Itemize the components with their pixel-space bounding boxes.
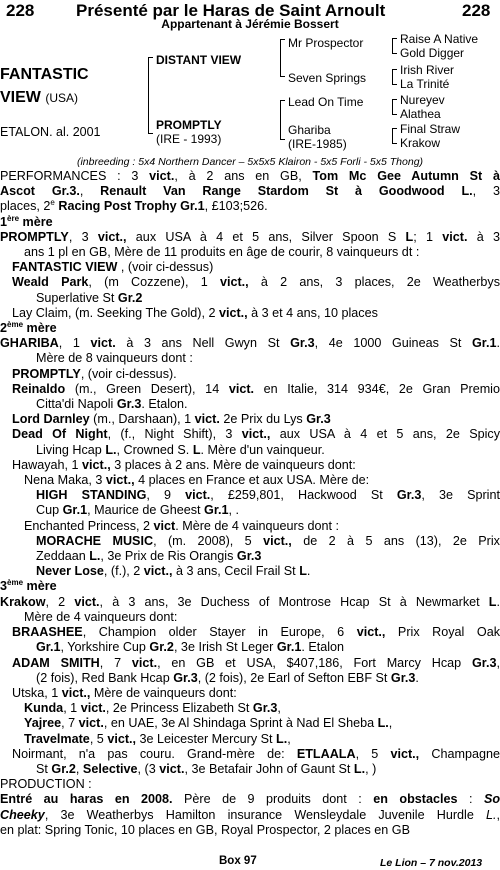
performances-line-1: PERFORMANCES : 3 vict., à 2 ans en GB, Tom Mc Gee Autumn St à <box>0 169 500 183</box>
grandam-2-origin: (IRE-1985) <box>288 137 347 151</box>
grandsire-2: Seven Springs <box>288 71 367 85</box>
ggp-3: Irish River <box>400 63 455 77</box>
grandsire-1: Mr Prospector <box>288 36 364 50</box>
grandam-2: Ghariba <box>288 123 331 137</box>
ghariba-line: GHARIBA, 1 vict. à 3 ans Nell Gwyn St Gr.3, 4e 1000 Guineas St Gr.1. <box>0 336 500 351</box>
produce-high-standing-2: Cup Gr.1, Maurice de Gheest Gr.1, . <box>36 503 240 518</box>
produce-promptly: PROMPTLY, (voir ci-dessus). <box>12 366 177 381</box>
production-line-2: Cheeky, 3e Weatherbys Hamilton insurance Wensleydale Juvenile Hurdle L., <box>0 807 500 822</box>
ggp-7: Final Straw <box>400 122 461 136</box>
produce-enchanted-princess: Enchanted Princess, 2 vict. Mère de 4 vainqueurs dont : <box>24 518 340 533</box>
edition: Le Lion – 7 nov.2013 <box>380 857 483 869</box>
produce-morache-music-2: Zeddaan L., 3e Prix de Ris Orangis Gr.3 <box>36 549 262 564</box>
produce-never-lose: Never Lose, (f.), 2 vict., à 3 ans, Cecil Frail St L. <box>36 564 311 579</box>
produce-noirmant-2: St Gr.2, Selective, (3 vict., 3e Betafair John of Gaunt St L., ) <box>36 761 377 776</box>
produce-braashee: BRAASHEE, Champion older Stayer in Europe, 6 vict., Prix Royal Oak <box>12 625 500 640</box>
produce-reinaldo-2: Citta'di Napoli Gr.3. Etalon. <box>36 397 188 412</box>
produce-dead-of-night: Dead Of Night, (f., Night Shift), 3 vict., aux USA à 4 et 5 ans, 2e Spicy <box>12 427 500 442</box>
produce-braashee-2: Gr.1, Yorkshire Cup Gr.2, 3e Irish St Leger Gr.1. Etalon <box>36 640 345 655</box>
produce-kunda: Kunda, 1 vict., 2e Princess Elizabeth St Gr.3, <box>24 701 281 716</box>
produce-hawayah: Hawayah, 1 vict., 3 places à 2 ans. Mère de vainqueurs dont: <box>12 457 356 472</box>
produce-weald-park-2: Superlative St Gr.2 <box>36 290 143 305</box>
box-number: Box 97 <box>219 855 257 867</box>
produce-utska: Utska, 1 vict., Mère de vainqueurs dont: <box>12 685 237 700</box>
ggp-5: Nureyev <box>400 93 445 107</box>
sex-year: ETALON. al. 2001 <box>0 125 101 139</box>
ggp-2: Gold Digger <box>400 46 465 60</box>
page-title: Présenté par le Haras de Saint Arnoult <box>76 1 386 20</box>
produce-lay-claim: Lay Claim, (m. Seeking The Gold), 2 vict., à 3 et 4 ans, 10 places <box>12 305 378 320</box>
inbreeding-note: (inbreeding : 5x4 Northern Dancer – 5x5x5 Klairon - 5x5 Forli - 5x5 Thong) <box>76 156 424 168</box>
krakow-line: Krakow, 2 vict., à 3 ans, 3e Duchess of Montrose Hcap St à Newmarket L. <box>0 594 500 609</box>
lot-number-left: 228 <box>6 1 35 20</box>
produce-morache-music: MORACHE MUSIC, (m. 2008), 5 vict., de 2 à 5 ans (13), 2e Prix <box>36 533 500 548</box>
produce-fantastic-view: FANTASTIC VIEW , (voir ci-dessus) <box>12 260 214 275</box>
produce-adam-smith: ADAM SMITH, 7 vict., en GB et USA, $407,186, Fort Marcy Hcap Gr.3, <box>12 655 500 670</box>
produce-weald-park: Weald Park, (m Cozzene), 1 vict., à 2 ans, 3 places, 2e Weatherbys <box>12 275 500 290</box>
produce-high-standing: HIGH STANDING, 9 vict., £259,801, Hackwood St Gr.3, 3e Sprint <box>36 488 500 503</box>
third-dam-heading: 3ème mère <box>0 578 57 594</box>
horse-origin: (USA) <box>45 91 79 105</box>
pedigree-notes <box>0 169 500 838</box>
ggp-8: Krakow <box>400 136 441 150</box>
performances-line-3: places, 2e Racing Post Trophy Gr.1, £103;526. <box>0 198 268 214</box>
grandam-1: Lead On Time <box>288 95 364 109</box>
produce-nena-maka: Nena Maka, 3 vict., 4 places en France et aux USA. Mère de: <box>24 473 370 488</box>
krakow-produce: Mère de 4 vainqueurs dont: <box>24 609 178 624</box>
horse-name: FANTASTIC <box>0 66 89 83</box>
dam: PROMPTLY <box>156 118 222 132</box>
sire: DISTANT VIEW <box>156 53 242 67</box>
produce-adam-smith-2: (2 fois), Red Bank Hcap Gr.3, (2 fois), 2e Earl of Sefton EBF St Gr.3. <box>36 670 419 685</box>
production-heading: PRODUCTION : <box>0 777 92 792</box>
produce-travelmate: Travelmate, 5 vict., 3e Leicester Mercury St L., <box>24 731 291 746</box>
ggp-6: Alathea <box>400 107 441 121</box>
ggp-1: Raise A Native <box>400 32 479 46</box>
lot-number-right: 228 <box>462 1 491 20</box>
produce-yajree: Yajree, 7 vict., en UAE, 3e Al Shindaga Sprint à Nad El Sheba L., <box>24 716 393 731</box>
performances-line-2: Ascot Gr.3., Renault Van Range Stardom St à Goodwood L., 3 <box>0 184 500 199</box>
horse-name-second-line: VIEW <box>0 89 41 106</box>
produce-noirmant: Noirmant, n'a pas couru. Grand-mère de: ETLAALA, 5 vict., Champagne <box>12 746 500 761</box>
first-dam-heading: 1ère mère <box>0 213 53 229</box>
production-line-3: en plat: Spring Tonic, 10 places en GB, Royal Prospector, 2 places en GB <box>0 822 410 837</box>
produce-lord-darnley: Lord Darnley (m., Darshaan), 1 vict. 2e Prix du Lys Gr.3 <box>12 412 331 427</box>
produce-dead-of-night-2: Living Hcap L., Crowned S. L. Mère d'un vainqueur. <box>36 442 325 457</box>
horse-name-2 <box>0 89 78 107</box>
owner-line: Appartenant à Jérémie Bossert <box>161 17 339 31</box>
produce-reinaldo: Reinaldo (m., Green Desert), 14 vict. en Italie, 314 934€, 2e Gran Premio <box>12 381 500 396</box>
second-dam-heading: 2ème mère <box>0 319 57 336</box>
ggp-4: La Trinité <box>400 77 450 91</box>
production-line-1: Entré au haras en 2008. Père de 9 produits dont : en obstacles : So <box>0 792 500 807</box>
promptly-produce: ans 1 pl en GB, Mère de 11 produits en âge de courir, 8 vainqueurs dt : <box>24 245 420 260</box>
dam-origin: (IRE - 1993) <box>156 132 222 146</box>
ghariba-produce: Mère de 8 vainqueurs dont : <box>36 351 193 366</box>
promptly-line: PROMPTLY, 3 vict., aux USA à 4 et 5 ans, Silver Spoon S L; 1 vict. à 3 <box>0 229 500 244</box>
